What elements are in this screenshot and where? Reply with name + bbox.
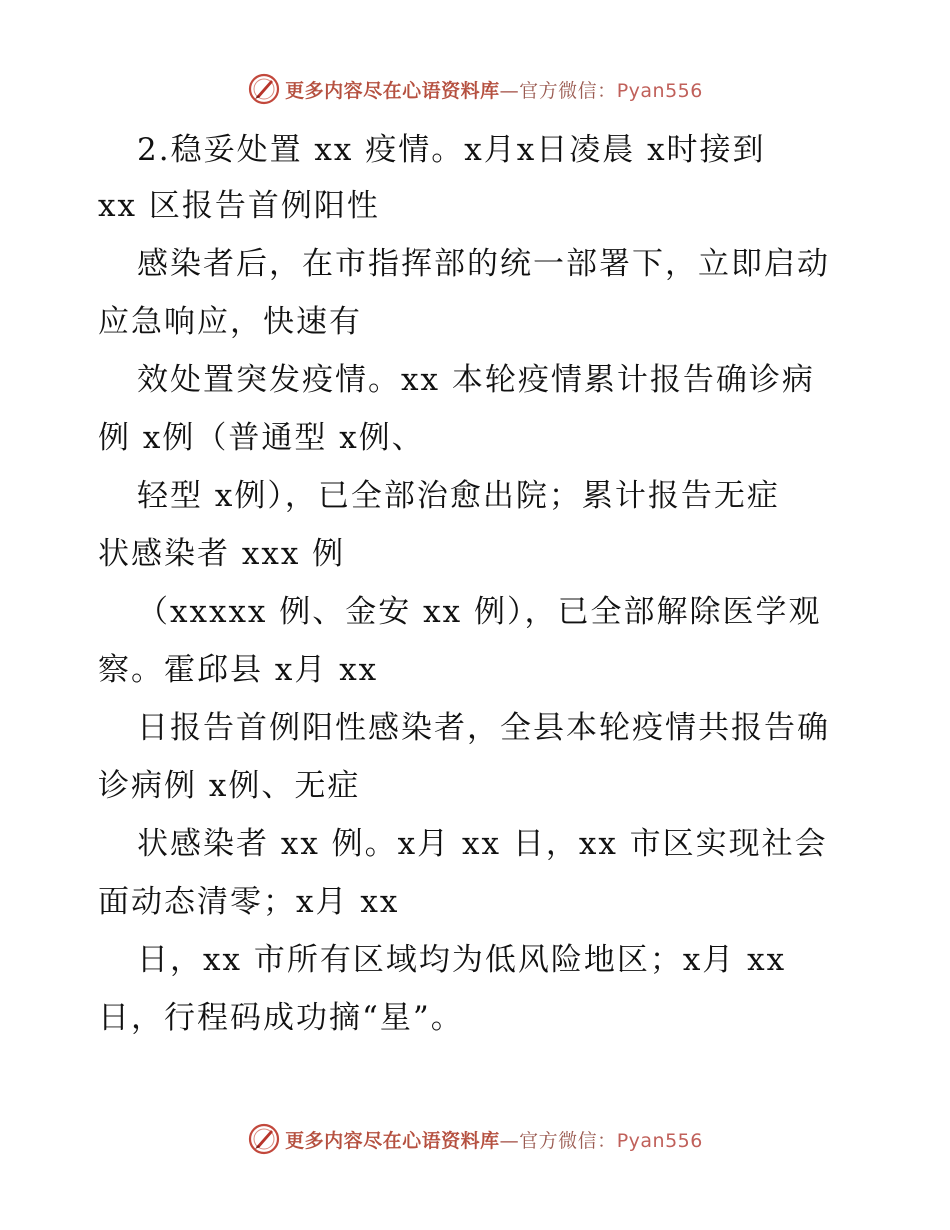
text-line: 面动态清零；x月 xx: [98, 884, 400, 920]
text-line: 2.稳妥处置 xx 疫情。x月x日凌晨 x时接到: [137, 132, 766, 168]
quill-logo-icon: [247, 72, 281, 106]
banner-separator: —: [499, 1129, 520, 1152]
text-line: 效处置突发疫情。xx 本轮疫情累计报告确诊病: [137, 362, 815, 398]
text-line: 日报告首例阳性感染者，全县本轮疫情共报告确: [137, 710, 830, 746]
text-line: xx 区报告首例阳性: [98, 188, 380, 224]
banner-site-name: 更多内容尽在心语资料库: [285, 1129, 500, 1152]
banner-separator: —: [499, 79, 520, 102]
text-line: 察。霍邱县 x月 xx: [98, 652, 379, 688]
text-line: 例 x例（普通型 x例、: [98, 420, 425, 456]
header-banner: [0, 72, 950, 106]
text-line: 状感染者 xxx 例: [98, 536, 346, 572]
text-line: 轻型 x例），已全部治愈出院；累计报告无症: [137, 478, 780, 514]
banner-site-name: 更多内容尽在心语资料库: [285, 79, 500, 102]
footer-banner: [0, 1122, 950, 1156]
text-line: 诊病例 x例、无症: [98, 768, 361, 804]
text-line: （xxxxx 例、金安 xx 例），已全部解除医学观: [137, 594, 822, 630]
text-line: 日，行程码成功摘“星”。: [98, 1000, 464, 1036]
text-line: 状感染者 xx 例。x月 xx 日，xx 市区实现社会: [137, 826, 828, 862]
banner-text: [285, 1126, 703, 1153]
quill-logo-icon: [247, 1122, 281, 1156]
text-line: 感染者后，在市指挥部的统一部署下，立即启动: [137, 246, 830, 282]
banner-text: [285, 76, 703, 103]
text-line: 应急响应，快速有: [98, 304, 362, 340]
banner-wechat-label: 官方微信：: [519, 1129, 617, 1152]
banner-wechat-id: Pyan556: [616, 1129, 703, 1152]
text-line: 日，xx 市所有区域均为低风险地区；x月 xx: [137, 942, 787, 978]
banner-wechat-id: Pyan556: [616, 79, 703, 102]
banner-wechat-label: 官方微信：: [519, 79, 617, 102]
